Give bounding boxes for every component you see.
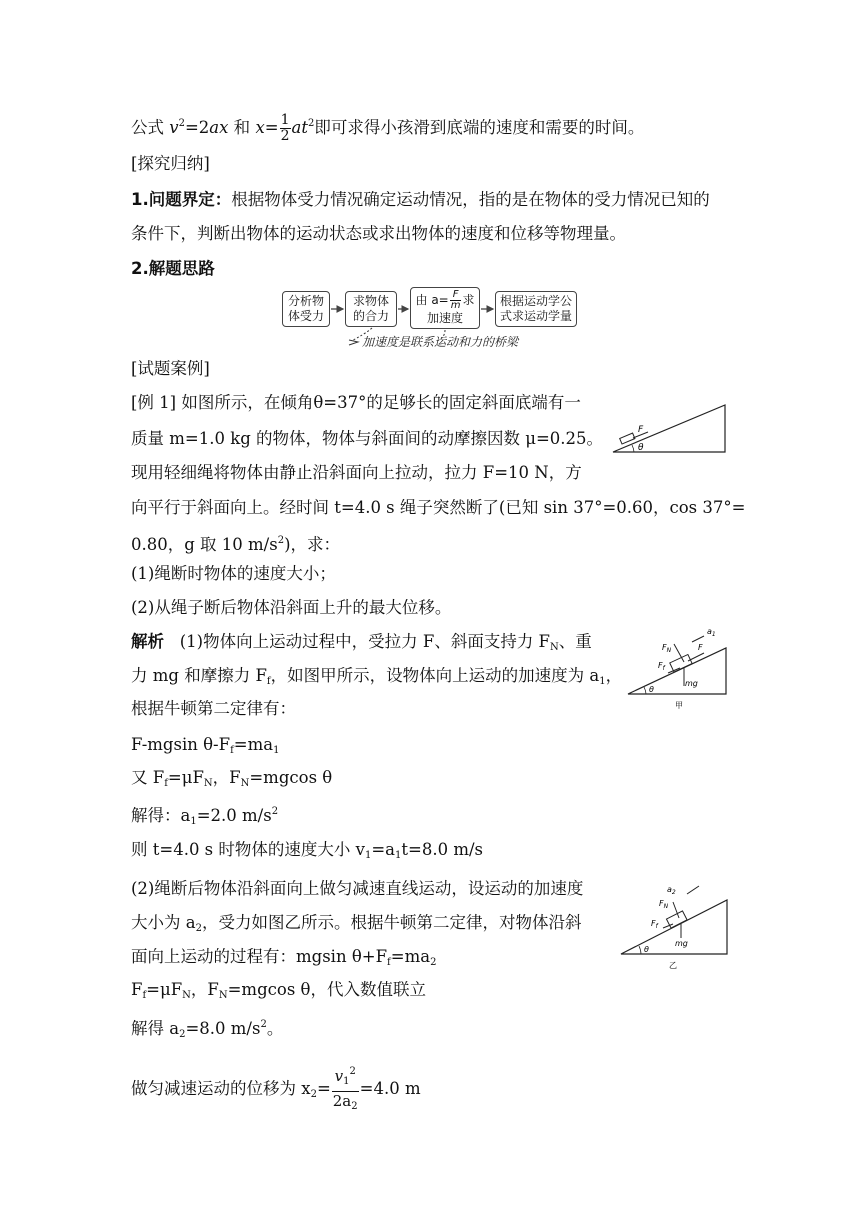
text: =8.0 m/s bbox=[185, 1019, 261, 1038]
sub: 1 bbox=[364, 850, 372, 861]
var-v: v bbox=[169, 118, 179, 137]
example-line-1: [例 1] 如图所示，在倾角θ=37°的足够长的固定斜面底端有一 bbox=[131, 393, 581, 412]
figure-caption: 乙 bbox=[669, 961, 677, 970]
incline-figure bbox=[608, 400, 728, 458]
incline-triangle bbox=[613, 405, 725, 452]
part2-line-5 bbox=[131, 1013, 283, 1047]
force-label: F bbox=[638, 425, 644, 435]
figure-caption: 甲 bbox=[675, 701, 683, 710]
text: 解得 a bbox=[131, 1019, 180, 1038]
sub: f bbox=[387, 957, 391, 968]
text: ， bbox=[605, 666, 623, 685]
example-line-3: 现用轻细绳将物体由静止沿斜面向上拉动，拉力 F=10 N，方 bbox=[131, 463, 582, 482]
text: ，如图甲所示，设物体向上运动的加速度为 a bbox=[270, 666, 600, 685]
sub: N bbox=[182, 990, 191, 1001]
accel-arrow bbox=[692, 636, 704, 642]
question-1: (1)绳断时物体的速度大小； bbox=[131, 564, 336, 583]
gravity-label: mg bbox=[685, 679, 698, 688]
denominator: $2a_2$ bbox=[332, 1092, 358, 1112]
solution-line-1 bbox=[131, 630, 592, 660]
numerator: 1 bbox=[280, 112, 290, 128]
text: F-mgsin θ-F bbox=[131, 735, 231, 754]
exp: 2 bbox=[178, 118, 185, 129]
flow-box-1 bbox=[282, 291, 330, 327]
angle-arc bbox=[644, 687, 646, 694]
text: =a bbox=[371, 840, 396, 859]
example-line-5 bbox=[131, 529, 340, 557]
text: =ma bbox=[390, 947, 431, 966]
text: 和 bbox=[228, 118, 256, 137]
sub: 2 bbox=[195, 923, 202, 934]
sub: f bbox=[164, 778, 168, 789]
text: )，求： bbox=[284, 535, 341, 554]
text: 0.80，g 取 10 m/s bbox=[131, 535, 278, 554]
sub: f bbox=[142, 990, 147, 1001]
angle-label: θ bbox=[638, 443, 644, 453]
block bbox=[620, 433, 635, 444]
angle-label: θ bbox=[644, 945, 649, 954]
flow-note: 加速度是联系运动和力的桥梁 bbox=[362, 335, 519, 349]
heading-explore: [探究归纳] bbox=[131, 154, 210, 173]
part2-line-3 bbox=[131, 945, 436, 975]
fraction-half bbox=[280, 113, 291, 144]
text: 。 bbox=[266, 1019, 284, 1038]
sub: f bbox=[230, 745, 234, 756]
pull-label: F bbox=[698, 643, 703, 652]
heading-case: [试题案例] bbox=[131, 359, 210, 378]
example-line-2: 质量 m=1.0 kg 的物体，物体与斜面间的动摩擦因数 μ=0.25。 bbox=[131, 429, 604, 448]
friction-label: $F_f$ bbox=[658, 661, 665, 672]
force-diagram-yi bbox=[615, 876, 735, 972]
angle-label: θ bbox=[649, 685, 654, 694]
flow-box-3-line-2: 加速度 bbox=[426, 311, 463, 325]
sub: 2 bbox=[430, 957, 437, 968]
sub: 2 bbox=[179, 1029, 186, 1040]
numerator: F bbox=[450, 290, 462, 301]
text: F bbox=[131, 980, 143, 999]
solution-line-3: 根据牛顿第二定律有： bbox=[131, 699, 296, 718]
force-diagram-jia bbox=[622, 622, 732, 710]
item-2-label: 2.解题思路 bbox=[131, 259, 215, 278]
text: 、重 bbox=[558, 632, 592, 651]
part2-line-4 bbox=[131, 978, 426, 1008]
var-x: x bbox=[255, 118, 265, 137]
sub: f bbox=[266, 676, 271, 687]
equation-3 bbox=[131, 800, 278, 834]
denominator: 2 bbox=[280, 128, 290, 144]
sub: N bbox=[203, 778, 213, 789]
var-ax: ax bbox=[209, 118, 229, 137]
equation-2 bbox=[131, 766, 332, 796]
sub: 1 bbox=[190, 816, 197, 827]
item-1-line-2: 条件下，判断出物体的运动状态或求出物体的速度和位移等物理量。 bbox=[131, 224, 626, 243]
friction-label: $F_f$ bbox=[651, 919, 658, 930]
var-at: at bbox=[291, 118, 308, 137]
question-2: (2)从绳子断后物体沿斜面上升的最大位移。 bbox=[131, 598, 452, 617]
displacement-fraction bbox=[332, 1063, 359, 1116]
flow-box-3-text: 求 bbox=[462, 293, 475, 307]
exp: 2 bbox=[277, 535, 285, 546]
flow-fraction bbox=[450, 290, 462, 311]
exp: 2 bbox=[260, 1019, 267, 1030]
sub: N bbox=[218, 990, 228, 1001]
sub: 1 bbox=[273, 745, 280, 756]
flow-box-4-line-2: 式求运动学量 bbox=[499, 309, 572, 323]
item-1-label: 1.问题界定： bbox=[131, 190, 232, 209]
text: 做匀减速运动的位移为 x bbox=[131, 1079, 311, 1098]
text: (1)物体向上运动过程中，受拉力 F、斜面支持力 F bbox=[179, 632, 551, 651]
flow-box-4-line-1: 根据运动学公 bbox=[499, 294, 572, 308]
text: t=8.0 m/s bbox=[401, 840, 484, 859]
text: =mgcos θ bbox=[249, 768, 333, 787]
text: =μF bbox=[167, 768, 204, 787]
text: = bbox=[316, 1079, 331, 1098]
part2-line-6 bbox=[131, 1063, 421, 1116]
eq: = bbox=[264, 118, 279, 137]
flow-box-1-line-1: 分析物 bbox=[287, 294, 324, 308]
item-1-line-1 bbox=[131, 188, 710, 212]
text: 公式 bbox=[131, 118, 170, 137]
text: =4.0 m bbox=[359, 1079, 421, 1098]
flow-box-1-line-2: 体受力 bbox=[287, 309, 324, 323]
numerator: $v_1^2$ bbox=[332, 1063, 359, 1092]
normal-label: $F_N$ bbox=[659, 899, 669, 910]
formula-line bbox=[131, 112, 644, 144]
text: 即可求得小孩滑到底端的速度和需要的时间。 bbox=[314, 118, 645, 137]
note-arrow-icon bbox=[349, 340, 358, 345]
flow-box-2-line-1: 求物体 bbox=[352, 294, 389, 308]
exp: 2 bbox=[271, 806, 279, 817]
item-1-text: 根据物体受力情况确定运动情况，指的是在物体的受力情况已知的 bbox=[231, 190, 710, 209]
exp: 2 bbox=[307, 118, 315, 129]
text: 解得：a bbox=[131, 806, 191, 825]
example-line-4: 向平行于斜面向上。经时间 t=4.0 s 绳子突然断了(已知 sin 37°=0.60，cos 37°= bbox=[131, 498, 746, 517]
equation-4 bbox=[131, 838, 483, 868]
normal-label: $F_N$ bbox=[662, 643, 672, 654]
gravity-label: mg bbox=[675, 939, 688, 948]
equation-1 bbox=[131, 733, 279, 763]
part2-line-1: (2)绳断后物体沿斜面向上做匀减速直线运动，设运动的加速度 bbox=[131, 879, 584, 898]
text: =μF bbox=[146, 980, 183, 999]
sub: 1 bbox=[395, 850, 402, 861]
text: =2.0 m/s bbox=[196, 806, 272, 825]
accel-label: $a_2$ bbox=[667, 885, 676, 896]
accel-label: $a_1$ bbox=[707, 627, 716, 638]
text: 面向上运动的过程有：mgsin θ+F bbox=[131, 947, 388, 966]
eq: =2 bbox=[184, 118, 210, 137]
denominator: m bbox=[450, 300, 461, 311]
sub: N bbox=[240, 778, 250, 789]
sub: 2 bbox=[310, 1089, 317, 1100]
angle-arc bbox=[639, 946, 641, 954]
accel-arrow bbox=[687, 886, 699, 894]
sub: N bbox=[550, 642, 559, 653]
angle-arc bbox=[632, 445, 634, 452]
text: 大小为 a bbox=[131, 913, 196, 932]
text: 又 F bbox=[131, 768, 165, 787]
text: =ma bbox=[233, 735, 274, 754]
flow-box-3 bbox=[410, 287, 480, 329]
solution-line-2 bbox=[131, 664, 622, 694]
part2-line-2 bbox=[131, 911, 581, 941]
flow-box-4 bbox=[495, 291, 577, 327]
flow-box-2 bbox=[345, 291, 397, 327]
sub: 1 bbox=[599, 676, 606, 687]
text: ，受力如图乙所示。根据牛顿第二定律，对物体沿斜 bbox=[201, 913, 582, 932]
text: 力 mg 和摩擦力 F bbox=[131, 666, 267, 685]
text: ，F bbox=[190, 980, 219, 999]
flow-box-2-line-2: 的合力 bbox=[352, 309, 389, 323]
text: ，F bbox=[212, 768, 241, 787]
solution-label: 解析 bbox=[131, 632, 164, 651]
text: =mgcos θ，代入数值联立 bbox=[227, 980, 426, 999]
text: 则 t=4.0 s 时物体的速度大小 v bbox=[131, 840, 365, 859]
flow-box-3-text: 由 a= bbox=[415, 293, 449, 307]
